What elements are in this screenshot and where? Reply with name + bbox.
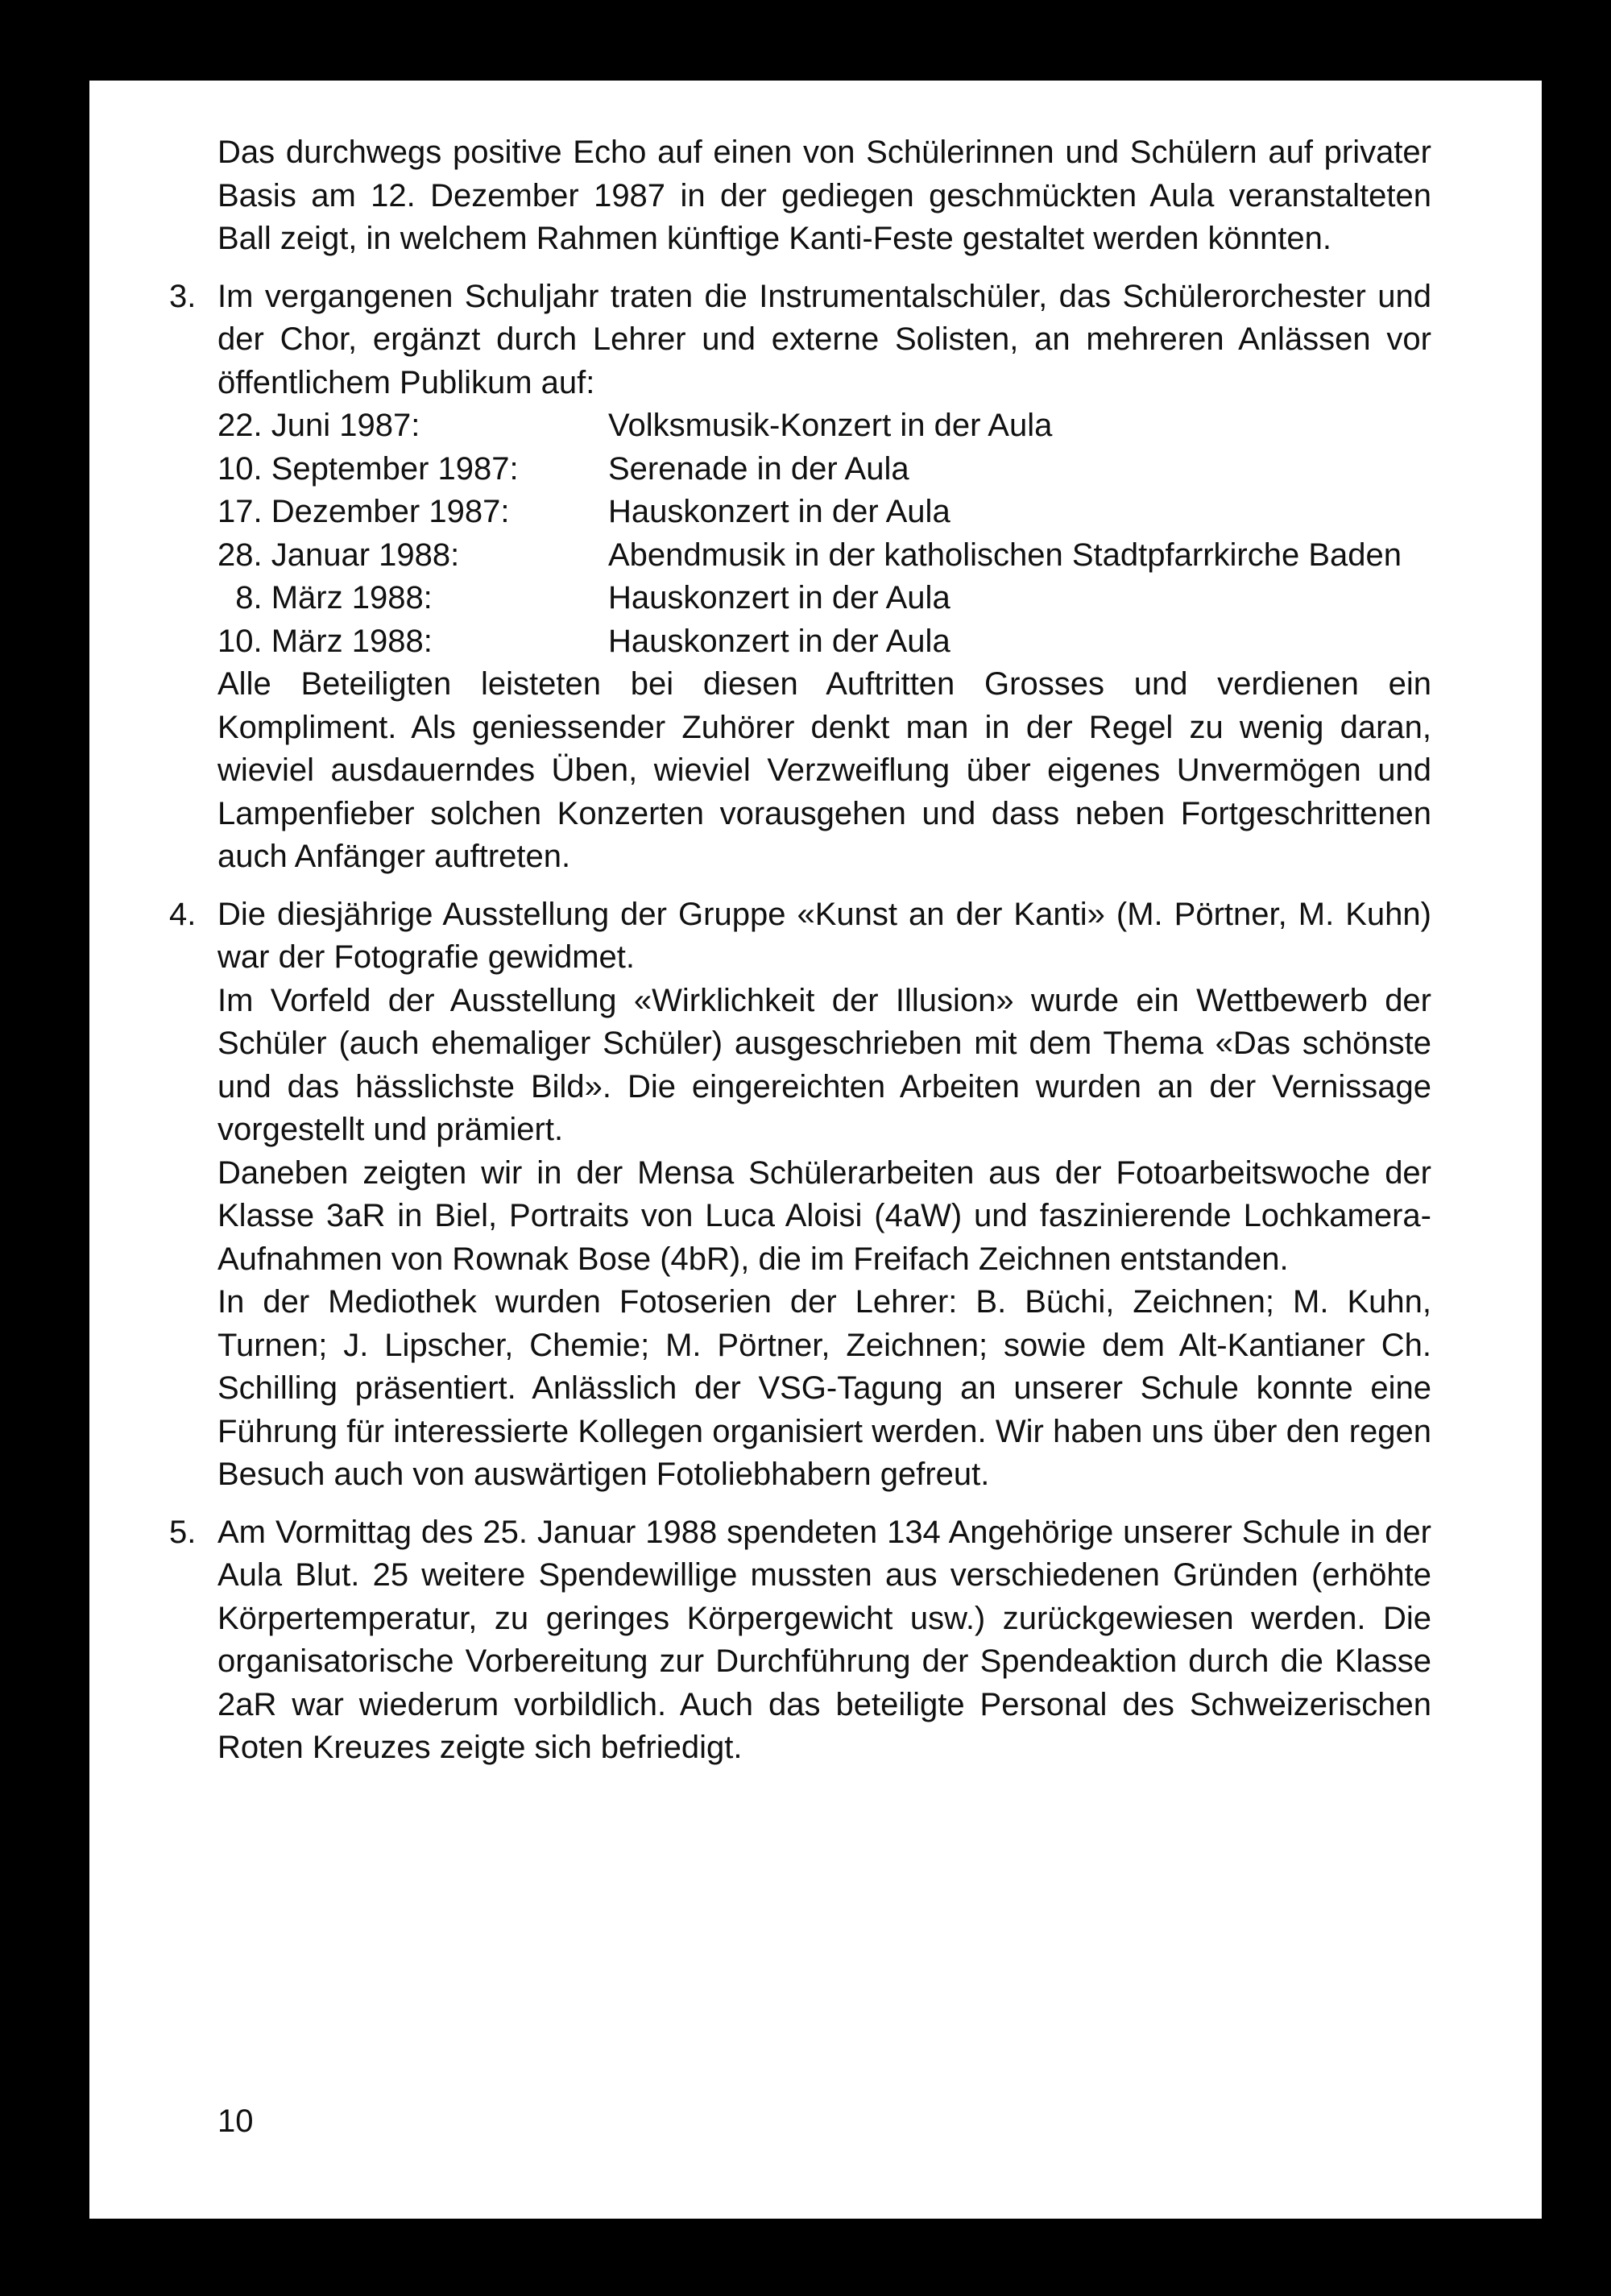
event-date: 8. März 1988:: [217, 580, 433, 615]
list-number: 3.: [169, 278, 197, 314]
event-description: Hauskonzert in der Aula: [608, 580, 950, 615]
page-number: 10: [217, 2103, 254, 2139]
list-item-4: [169, 893, 1431, 1497]
document-body: [169, 131, 1431, 1770]
item-4-paragraph: Die diesjährige Ausstellung der Gruppe «Kunst an der Kanti» (M. Pörtner, M. Kuhn) war der Fotografie gewidmet.: [217, 896, 1431, 975]
list-item-5: [169, 1511, 1431, 1770]
event-description: Serenade in der Aula: [608, 450, 909, 487]
intro-paragraph: Das durchwegs positive Echo auf einen von Schülerinnen und Schülern auf privater Basis am 12. Dezember 1987 in der gediegen geschmückten Aula veranstalteten Ball zeigt, in welchem Rahmen künftige Kanti-Feste gestaltet werden könnten.: [217, 135, 1431, 256]
item-3-text: Im vergangenen Schuljahr traten die Instrumentalschüler, das Schülerorchester und der Chor, ergänzt durch Lehrer und externe Solisten, an mehreren Anlässen vor öffentlichem Publikum auf:: [217, 278, 1431, 400]
list-number: 5.: [169, 1514, 197, 1550]
event-row: [217, 534, 1431, 578]
event-date: 28. Januar 1988:: [217, 537, 460, 573]
event-date: 10. September 1987:: [217, 450, 519, 487]
events-list: [217, 404, 1431, 663]
event-description: Hauskonzert in der Aula: [608, 623, 950, 659]
item-3-closing: Alle Beteiligten leisteten bei diesen Auftritten Grosses und verdienen ein Kompliment. Als geniessender Zuhörer denkt man in der Regel zu wenig daran, wieviel ausdauerndes Üben, wieviel Verzweiflung über eigenes Unvermögen und Lampenfieber solchen Konzerten vorausgehen und dass neben Fortgeschrittenen auch Anfänger auftreten.: [217, 666, 1431, 874]
event-description: Abendmusik in der katholischen Stadtpfarrkirche Baden: [608, 537, 1402, 573]
event-description: Hauskonzert in der Aula: [608, 494, 950, 529]
event-row: [217, 577, 1431, 620]
event-date: 22. Juni 1987:: [217, 408, 420, 443]
item-5-text: Am Vormittag des 25. Januar 1988 spendeten 134 Angehörige unserer Schule in der Aula Blut. 25 weitere Spendewillige mussten aus verschiedenen Gründen (erhöhte Körpertemperatur, zu geringes Körpergewicht usw.) zurückgewiesen werden. Die organisatorische Vorbereitung zur Durchführung der Spendeaktion durch die Klasse 2aR war wiederum vorbildlich. Auch das beteiligte Personal des Schweizerischen Roten Kreuzes zeigte sich befriedigt.: [217, 1514, 1431, 1765]
item-4-paragraph: Im Vorfeld der Ausstellung «Wirklichkeit der Illusion» wurde ein Wettbewerb der Schüler (auch ehemaliger Schüler) ausgeschrieben mit dem Thema «Das schönste und das hässlichste Bild». Die eingereichten Arbeiten wurden an der Vernissage vorgestellt und prämiert.: [217, 982, 1431, 1147]
list-item-3: [169, 276, 1431, 879]
event-row: [217, 448, 1431, 491]
item-4-paragraph: In der Mediothek wurden Fotoserien der Lehrer: B. Büchi, Zeichnen; M. Kuhn, Turnen; J. Lipscher, Chemie; M. Pörtner, Zeichnen; sowie dem Alt-Kantianer Ch. Schilling präsentiert. Anlässlich der VSG-Tagung an unserer Schule konnte eine Führung für interessierte Kollegen organisiert werden. Wir haben uns über den regen Besuch auch von auswärtigen Fotoliebhabern gefreut.: [217, 1284, 1431, 1492]
event-description: Volksmusik-Konzert in der Aula: [608, 408, 1053, 443]
list-number: 4.: [169, 896, 197, 932]
event-row: [217, 404, 1431, 448]
event-row: [217, 491, 1431, 534]
item-4-paragraph: Daneben zeigten wir in der Mensa Schülerarbeiten aus der Fotoarbeitswoche der Klasse 3aR in Biel, Portraits von Luca Aloisi (4aW) und faszinierende Lochkamera-Aufnahmen von Rownak Bose (4bR), die im Freifach Zeichnen entstanden.: [217, 1154, 1431, 1277]
event-date: 17. Dezember 1987:: [217, 494, 510, 529]
event-date: 10. März 1988:: [217, 623, 433, 659]
event-row: [217, 620, 1431, 664]
